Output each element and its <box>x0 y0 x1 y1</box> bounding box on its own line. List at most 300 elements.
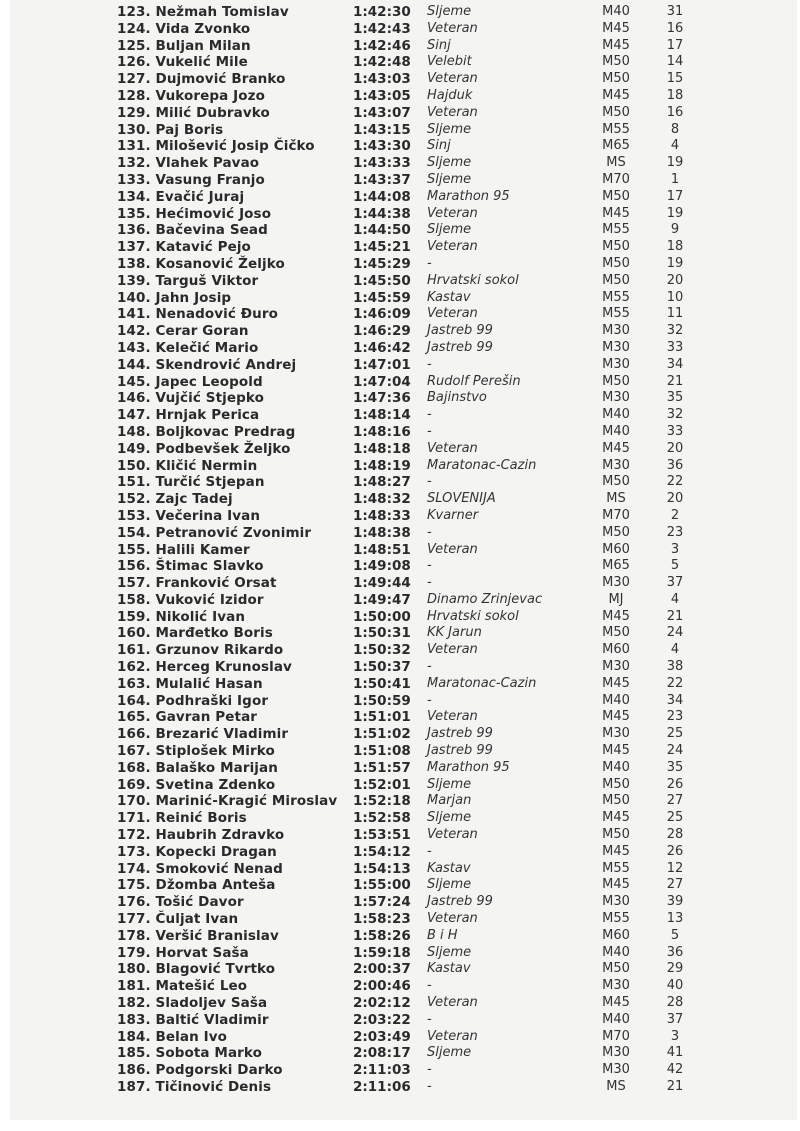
club-name: - <box>427 843 432 859</box>
category-rank: 16 <box>666 20 684 36</box>
runner-name: 167. Stiplošek Mirko <box>117 743 275 760</box>
club-name: Hrvatski sokol <box>427 272 519 288</box>
club-name: Sinj <box>427 138 451 154</box>
category-rank: 11 <box>666 306 684 322</box>
result-row <box>0 155 800 172</box>
club-name: Sljeme <box>427 944 472 960</box>
age-category: M50 <box>602 827 630 843</box>
runner-name: 136. Bačevina Sead <box>117 222 268 239</box>
result-row <box>0 222 800 239</box>
category-rank: 33 <box>666 339 684 355</box>
category-rank: 33 <box>666 423 684 439</box>
finish-time: 1:48:38 <box>353 524 411 541</box>
age-category: M30 <box>602 457 630 473</box>
result-row <box>0 1029 800 1046</box>
club-name: SLOVENIJA <box>427 491 496 507</box>
category-rank: 8 <box>670 121 680 137</box>
result-row <box>0 239 800 256</box>
age-category: M50 <box>602 255 630 271</box>
finish-time: 1:48:19 <box>353 457 411 474</box>
age-category: M45 <box>602 205 630 221</box>
club-name: Kastav <box>427 289 471 305</box>
finish-time: 1:50:31 <box>353 625 411 642</box>
result-row <box>0 810 800 827</box>
category-rank: 25 <box>666 810 684 826</box>
category-rank: 29 <box>666 961 684 977</box>
runner-name: 156. Štimac Slavko <box>117 558 264 575</box>
category-rank: 37 <box>666 1011 684 1027</box>
age-category: M50 <box>602 54 630 70</box>
runner-name: 140. Jahn Josip <box>117 289 232 306</box>
category-rank: 19 <box>666 255 684 271</box>
result-row <box>0 374 800 391</box>
runner-name: 125. Buljan Milan <box>117 37 251 54</box>
finish-time: 1:48:33 <box>353 507 411 524</box>
club-name: Rudolf Perešin <box>427 373 521 389</box>
result-row <box>0 777 800 794</box>
runner-name: 148. Boljkovac Predrag <box>117 423 296 440</box>
finish-time: 1:45:29 <box>353 255 411 272</box>
club-name: Veteran <box>427 306 478 322</box>
finish-time: 1:48:18 <box>353 440 411 457</box>
age-category: M30 <box>602 1062 630 1078</box>
club-name: Marathon 95 <box>427 188 510 204</box>
club-name: Veteran <box>427 709 478 725</box>
age-category: M30 <box>602 894 630 910</box>
age-category: M65 <box>602 558 630 574</box>
age-category: M40 <box>602 407 630 423</box>
age-category: M30 <box>602 659 630 675</box>
finish-time: 1:58:23 <box>353 911 411 928</box>
age-category: M45 <box>602 843 630 859</box>
finish-time: 1:48:27 <box>353 474 411 491</box>
category-rank: 17 <box>666 188 684 204</box>
finish-time: 2:11:06 <box>353 1079 411 1095</box>
finish-time: 1:43:05 <box>353 87 411 104</box>
club-name: Sljeme <box>427 4 472 19</box>
club-name: Sljeme <box>427 222 472 238</box>
category-rank: 12 <box>666 860 684 876</box>
result-row <box>0 1079 800 1096</box>
result-row <box>0 659 800 676</box>
finish-time: 1:50:32 <box>353 642 411 659</box>
category-rank: 27 <box>666 793 684 809</box>
result-row <box>0 206 800 223</box>
club-name: Sljeme <box>427 155 472 171</box>
category-rank: 34 <box>666 692 684 708</box>
runner-name: 157. Franković Orsat <box>117 575 277 592</box>
finish-time: 2:08:17 <box>353 1045 411 1062</box>
category-rank: 22 <box>666 675 684 691</box>
runner-name: 176. Tošić Davor <box>117 894 244 911</box>
finish-time: 1:43:07 <box>353 104 411 121</box>
category-rank: 21 <box>666 373 684 389</box>
result-row <box>0 945 800 962</box>
club-name: - <box>427 255 432 271</box>
age-category: M50 <box>602 188 630 204</box>
runner-name: 147. Hrnjak Perica <box>117 407 260 424</box>
age-category: M60 <box>602 642 630 658</box>
club-name: - <box>427 692 432 708</box>
age-category: M30 <box>602 390 630 406</box>
runner-name: 146. Vujčić Stjepko <box>117 390 264 407</box>
runner-name: 159. Nikolić Ivan <box>117 608 246 625</box>
category-rank: 17 <box>666 37 684 53</box>
club-name: Marjan <box>427 793 472 809</box>
runner-name: 181. Matešić Leo <box>117 978 248 995</box>
result-row <box>0 911 800 928</box>
finish-time: 1:53:51 <box>353 827 411 844</box>
finish-time: 1:44:38 <box>353 205 411 222</box>
club-name: Hrvatski sokol <box>427 608 519 624</box>
age-category: M55 <box>602 911 630 927</box>
age-category: M40 <box>602 944 630 960</box>
club-name: Jastreb 99 <box>427 339 493 355</box>
category-rank: 4 <box>670 591 680 607</box>
result-row <box>0 1045 800 1062</box>
category-rank: 18 <box>666 239 684 255</box>
category-rank: 32 <box>666 323 684 339</box>
finish-time: 1:42:46 <box>353 37 411 54</box>
club-name: Veteran <box>427 827 478 843</box>
result-row <box>0 71 800 88</box>
runner-name: 128. Vukorepa Jozo <box>117 87 265 104</box>
category-rank: 21 <box>666 1079 684 1094</box>
category-rank: 41 <box>666 1045 684 1061</box>
age-category: M55 <box>602 222 630 238</box>
runner-name: 178. Veršić Branislav <box>117 927 279 944</box>
finish-time: 1:59:18 <box>353 944 411 961</box>
category-rank: 22 <box>666 474 684 490</box>
age-category: M70 <box>602 507 630 523</box>
result-row <box>0 894 800 911</box>
category-rank: 31 <box>666 4 684 19</box>
club-name: Veteran <box>427 239 478 255</box>
runner-name: 173. Kopecki Dragan <box>117 843 277 860</box>
result-row <box>0 525 800 542</box>
result-row <box>0 609 800 626</box>
club-name: Sljeme <box>427 1045 472 1061</box>
result-row <box>0 290 800 307</box>
age-category: M60 <box>602 927 630 943</box>
finish-time: 1:50:41 <box>353 675 411 692</box>
runner-name: 177. Čuljat Ivan <box>117 911 239 928</box>
runner-name: 164. Podhraški Igor <box>117 692 269 709</box>
result-row <box>0 441 800 458</box>
result-row <box>0 709 800 726</box>
finish-time: 1:48:16 <box>353 423 411 440</box>
finish-time: 1:43:30 <box>353 138 411 155</box>
runner-name: 187. Tičinović Denis <box>117 1079 272 1095</box>
result-row <box>0 743 800 760</box>
club-name: Sljeme <box>427 776 472 792</box>
club-name: Jastreb 99 <box>427 726 493 742</box>
finish-time: 1:47:04 <box>353 373 411 390</box>
finish-time: 2:03:49 <box>353 1028 411 1045</box>
club-name: Sljeme <box>427 121 472 137</box>
finish-time: 1:47:01 <box>353 356 411 373</box>
category-rank: 9 <box>670 222 680 238</box>
runner-name: 143. Kelečić Mario <box>117 339 259 356</box>
result-row <box>0 844 800 861</box>
age-category: M40 <box>602 692 630 708</box>
category-rank: 35 <box>666 390 684 406</box>
runner-name: 168. Balaško Marijan <box>117 759 278 776</box>
age-category: M55 <box>602 306 630 322</box>
runner-name: 145. Japec Leopold <box>117 373 263 390</box>
category-rank: 37 <box>666 575 684 591</box>
club-name: Veteran <box>427 205 478 221</box>
age-category: M70 <box>602 1028 630 1044</box>
runner-name: 124. Vida Zvonko <box>117 20 251 37</box>
category-rank: 38 <box>666 659 684 675</box>
club-name: Veteran <box>427 541 478 557</box>
finish-time: 1:44:08 <box>353 188 411 205</box>
result-row <box>0 172 800 189</box>
finish-time: 1:43:37 <box>353 171 411 188</box>
age-category: M45 <box>602 87 630 103</box>
club-name: Kastav <box>427 860 471 876</box>
club-name: - <box>427 474 432 490</box>
club-name: B i H <box>427 927 458 943</box>
age-category: MJ <box>608 591 624 607</box>
age-category: M45 <box>602 995 630 1011</box>
finish-time: 1:43:03 <box>353 71 411 88</box>
age-category: M50 <box>602 524 630 540</box>
runner-name: 175. Džomba Anteša <box>117 877 276 894</box>
runner-name: 161. Grzunov Rikardo <box>117 642 284 659</box>
category-rank: 3 <box>670 541 680 557</box>
category-rank: 28 <box>666 995 684 1011</box>
finish-time: 1:42:30 <box>353 4 411 20</box>
age-category: M30 <box>602 356 630 372</box>
age-category: M50 <box>602 71 630 87</box>
runner-name: 149. Podbevšek Željko <box>117 440 291 457</box>
result-row <box>0 407 800 424</box>
result-row <box>0 793 800 810</box>
result-row <box>0 122 800 139</box>
result-row <box>0 256 800 273</box>
age-category: M70 <box>602 171 630 187</box>
category-rank: 35 <box>666 759 684 775</box>
finish-time: 1:50:37 <box>353 659 411 676</box>
club-name: Jastreb 99 <box>427 743 493 759</box>
result-row <box>0 38 800 55</box>
age-category: M45 <box>602 743 630 759</box>
runner-name: 166. Brezarić Vladimir <box>117 726 289 743</box>
age-category: M55 <box>602 860 630 876</box>
runner-name: 169. Svetina Zdenko <box>117 776 276 793</box>
club-name: Veteran <box>427 911 478 927</box>
runner-name: 174. Smoković Nenad <box>117 860 283 877</box>
age-category: M65 <box>602 138 630 154</box>
category-rank: 1 <box>670 171 680 187</box>
age-category: MS <box>606 155 626 171</box>
club-name: Veteran <box>427 20 478 36</box>
runner-name: 135. Hećimović Joso <box>117 205 272 222</box>
finish-time: 1:54:12 <box>353 843 411 860</box>
result-row <box>0 995 800 1012</box>
result-row <box>0 189 800 206</box>
club-name: Marathon 95 <box>427 759 510 775</box>
result-row <box>0 693 800 710</box>
category-rank: 19 <box>666 155 684 171</box>
result-row <box>0 54 800 71</box>
runner-name: 126. Vukelić Mile <box>117 54 248 71</box>
category-rank: 27 <box>666 877 684 893</box>
club-name: Jastreb 99 <box>427 894 493 910</box>
club-name: KK Jarun <box>427 625 482 641</box>
finish-time: 1:48:51 <box>353 541 411 558</box>
age-category: M50 <box>602 793 630 809</box>
finish-time: 1:44:50 <box>353 222 411 239</box>
result-row <box>0 508 800 525</box>
category-rank: 42 <box>666 1062 684 1078</box>
age-category: MS <box>606 1079 626 1094</box>
finish-time: 1:46:29 <box>353 323 411 340</box>
age-category: M30 <box>602 323 630 339</box>
club-name: - <box>427 407 432 423</box>
age-category: M45 <box>602 608 630 624</box>
results-list <box>0 4 800 1096</box>
result-row <box>0 726 800 743</box>
category-rank: 24 <box>666 625 684 641</box>
runner-name: 160. Marđetko Boris <box>117 625 273 642</box>
club-name: - <box>427 356 432 372</box>
result-row <box>0 928 800 945</box>
category-rank: 3 <box>670 1028 680 1044</box>
age-category: M50 <box>602 104 630 120</box>
runner-name: 184. Belan Ivo <box>117 1028 227 1045</box>
result-row <box>0 861 800 878</box>
finish-time: 1:45:21 <box>353 239 411 256</box>
runner-name: 183. Baltić Vladimir <box>117 1011 269 1028</box>
finish-time: 1:49:47 <box>353 591 411 608</box>
category-rank: 5 <box>670 558 680 574</box>
age-category: MS <box>606 491 626 507</box>
runner-name: 185. Sobota Marko <box>117 1045 262 1062</box>
runner-name: 153. Večerina Ivan <box>117 507 261 524</box>
age-category: M50 <box>602 474 630 490</box>
runner-name: 129. Milić Dubravko <box>117 104 270 121</box>
runner-name: 162. Herceg Krunoslav <box>117 659 292 676</box>
result-row <box>0 491 800 508</box>
finish-time: 1:48:14 <box>353 407 411 424</box>
age-category: M45 <box>602 810 630 826</box>
finish-time: 1:43:15 <box>353 121 411 138</box>
club-name: Maratonac-Cazin <box>427 675 537 691</box>
result-row <box>0 575 800 592</box>
club-name: Sinj <box>427 37 451 53</box>
age-category: M50 <box>602 625 630 641</box>
finish-time: 1:58:26 <box>353 927 411 944</box>
result-row <box>0 592 800 609</box>
runner-name: 130. Paj Boris <box>117 121 224 138</box>
club-name: Sljeme <box>427 171 472 187</box>
runner-name: 134. Evačić Juraj <box>117 188 245 205</box>
runner-name: 127. Dujmović Branko <box>117 71 286 88</box>
category-rank: 39 <box>666 894 684 910</box>
result-row <box>0 827 800 844</box>
finish-time: 1:52:58 <box>353 810 411 827</box>
result-row <box>0 1062 800 1079</box>
category-rank: 20 <box>666 272 684 288</box>
club-name: Jastreb 99 <box>427 323 493 339</box>
age-category: M30 <box>602 575 630 591</box>
club-name: - <box>427 978 432 994</box>
result-row <box>0 138 800 155</box>
category-rank: 5 <box>670 927 680 943</box>
runner-name: 165. Gavran Petar <box>117 709 258 726</box>
club-name: - <box>427 423 432 439</box>
age-category: M40 <box>602 4 630 19</box>
result-row <box>0 105 800 122</box>
finish-time: 1:47:36 <box>353 390 411 407</box>
result-row <box>0 877 800 894</box>
finish-time: 1:45:59 <box>353 289 411 306</box>
finish-time: 1:43:33 <box>353 155 411 172</box>
club-name: - <box>427 558 432 574</box>
result-row <box>0 88 800 105</box>
age-category: M40 <box>602 1011 630 1027</box>
finish-time: 2:02:12 <box>353 995 411 1012</box>
result-row <box>0 978 800 995</box>
runner-name: 144. Skendrović Andrej <box>117 356 297 373</box>
runner-name: 123. Nežmah Tomislav <box>117 4 289 20</box>
runner-name: 179. Horvat Saša <box>117 944 249 961</box>
club-name: Sljeme <box>427 810 472 826</box>
age-category: M55 <box>602 121 630 137</box>
result-row <box>0 676 800 693</box>
age-category: M50 <box>602 272 630 288</box>
runner-name: 138. Kosanović Željko <box>117 255 285 272</box>
result-row <box>0 474 800 491</box>
category-rank: 16 <box>666 104 684 120</box>
age-category: M45 <box>602 709 630 725</box>
age-category: M50 <box>602 961 630 977</box>
club-name: Veteran <box>427 995 478 1011</box>
category-rank: 23 <box>666 709 684 725</box>
result-row <box>0 340 800 357</box>
finish-time: 1:42:48 <box>353 54 411 71</box>
category-rank: 25 <box>666 726 684 742</box>
age-category: M50 <box>602 776 630 792</box>
age-category: M45 <box>602 440 630 456</box>
runner-name: 170. Marinić-Kragić Miroslav <box>117 793 338 810</box>
club-name: - <box>427 1011 432 1027</box>
result-row <box>0 424 800 441</box>
category-rank: 20 <box>666 491 684 507</box>
finish-time: 1:45:50 <box>353 272 411 289</box>
finish-time: 1:52:01 <box>353 776 411 793</box>
category-rank: 19 <box>666 205 684 221</box>
category-rank: 2 <box>670 507 680 523</box>
category-rank: 13 <box>666 911 684 927</box>
result-row <box>0 323 800 340</box>
runner-name: 158. Vuković Izidor <box>117 591 264 608</box>
club-name: Maratonac-Cazin <box>427 457 537 473</box>
result-row <box>0 1012 800 1029</box>
finish-time: 1:51:01 <box>353 709 411 726</box>
finish-time: 1:51:02 <box>353 726 411 743</box>
club-name: Dinamo Zrinjevac <box>427 591 543 607</box>
category-rank: 15 <box>666 71 684 87</box>
category-rank: 24 <box>666 743 684 759</box>
category-rank: 14 <box>666 54 684 70</box>
finish-time: 2:03:22 <box>353 1011 411 1028</box>
runner-name: 137. Katavić Pejo <box>117 239 251 256</box>
category-rank: 34 <box>666 356 684 372</box>
